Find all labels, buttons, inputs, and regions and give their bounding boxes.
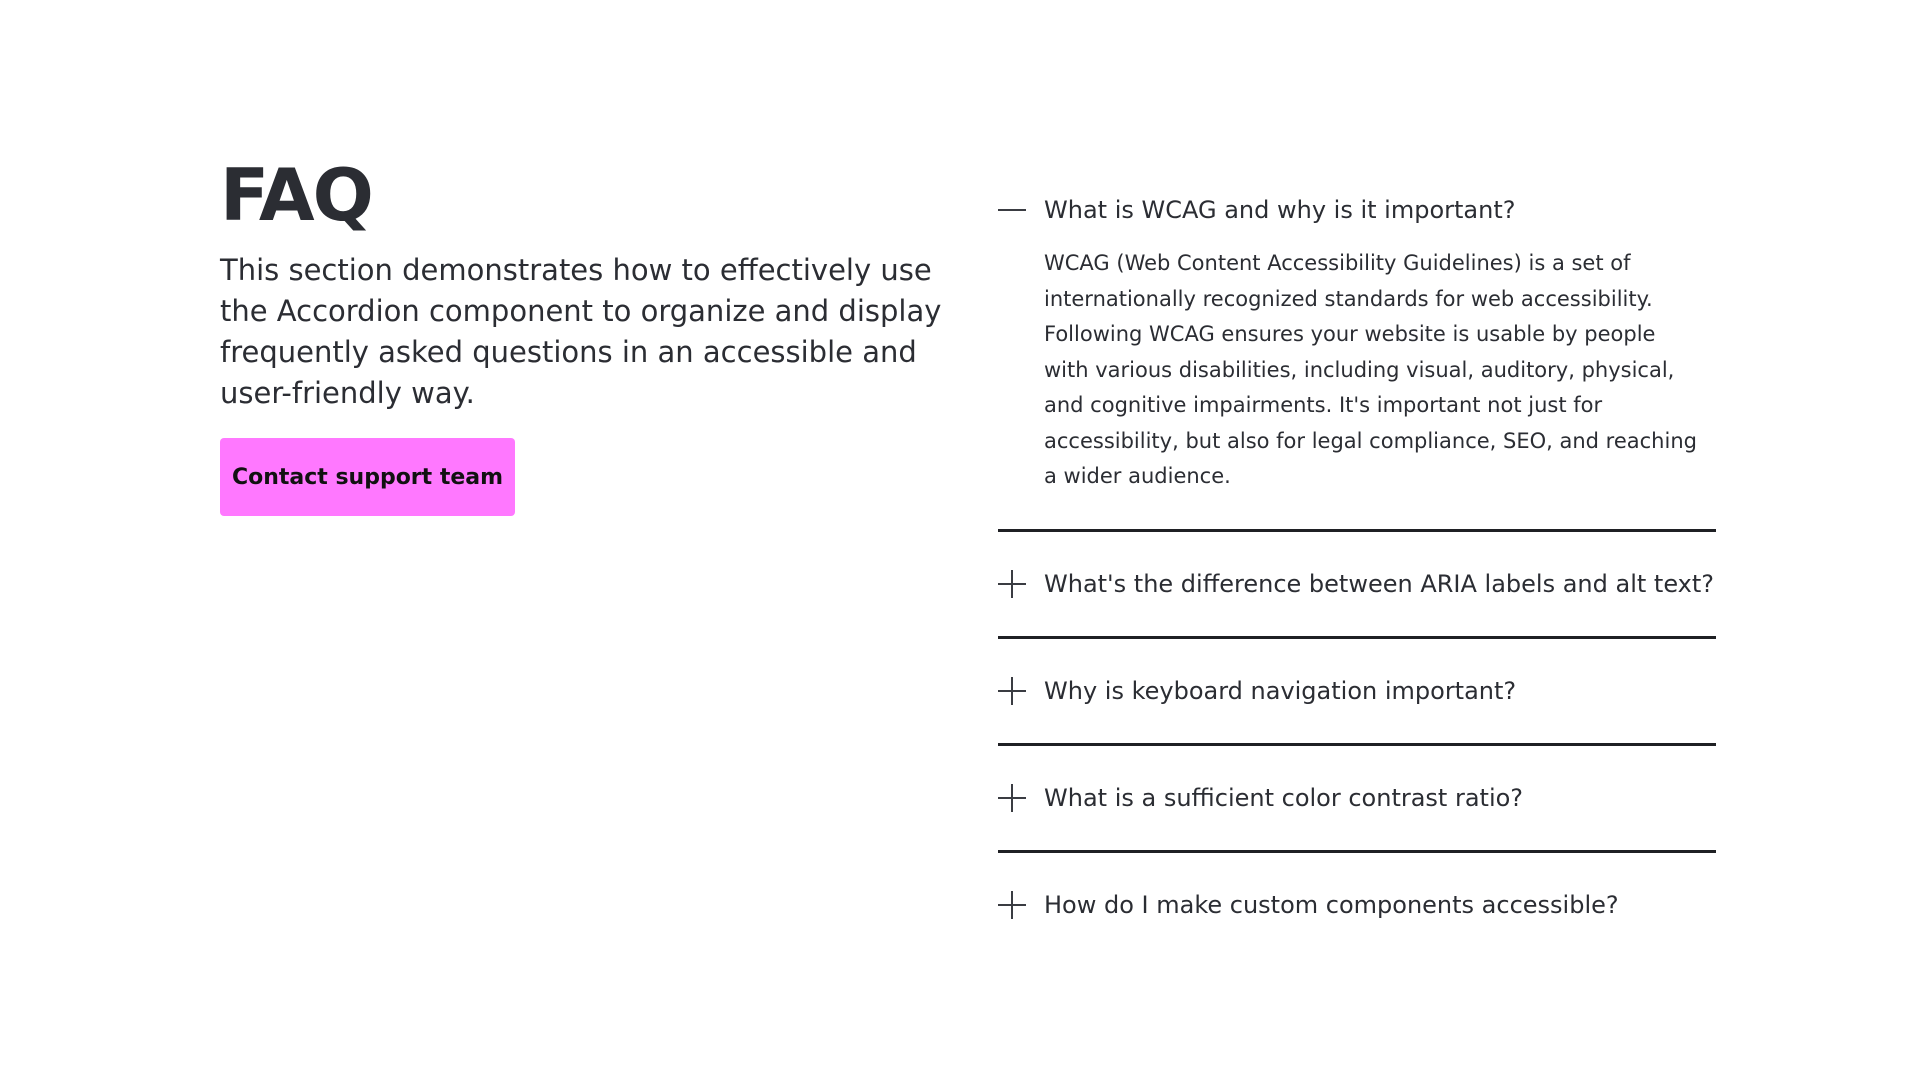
accordion-question: What is a sufficient color contrast ratio? xyxy=(1044,783,1524,812)
plus-icon xyxy=(998,677,1026,705)
plus-icon xyxy=(998,891,1026,919)
accordion-item-wcag xyxy=(998,180,1716,532)
contact-support-button[interactable]: Contact support team xyxy=(220,438,515,516)
faq-intro xyxy=(220,150,950,516)
accordion-header-wcag[interactable] xyxy=(998,180,1716,240)
accordion-answer: WCAG (Web Content Accessibility Guidelines) is a set of internationally recognized standards for web accessibility. Following WCAG ensures your website is usable by people with various disabilities, including visual, auditory, physical, and cognitive impairments. It's important not just for accessibility, but also for legal compliance, SEO, and reaching a wider audience. xyxy=(1044,251,1697,488)
accordion-item-contrast xyxy=(998,746,1716,853)
faq-accordion xyxy=(998,180,1716,957)
accordion-header-custom-components[interactable] xyxy=(998,853,1716,957)
page-title: FAQ xyxy=(220,153,372,237)
accordion-item-custom-components xyxy=(998,853,1716,957)
accordion-question: Why is keyboard navigation important? xyxy=(1044,676,1517,705)
accordion-header-keyboard[interactable] xyxy=(998,639,1716,743)
faq-description: This section demonstrates how to effectively use the Accordion component to organize and display frequently asked questions in an accessible and user-friendly way. xyxy=(220,253,942,410)
plus-icon xyxy=(998,784,1026,812)
accordion-header-contrast[interactable] xyxy=(998,746,1716,850)
plus-icon xyxy=(998,570,1026,598)
accordion-question: What's the difference between ARIA labels and alt text? xyxy=(1044,569,1715,598)
accordion-question: How do I make custom components accessible? xyxy=(1044,890,1619,919)
accordion-item-aria xyxy=(998,532,1716,639)
minus-icon xyxy=(998,196,1026,224)
accordion-header-aria[interactable] xyxy=(998,532,1716,636)
accordion-item-keyboard xyxy=(998,639,1716,746)
accordion-question: What is WCAG and why is it important? xyxy=(1044,196,1516,224)
